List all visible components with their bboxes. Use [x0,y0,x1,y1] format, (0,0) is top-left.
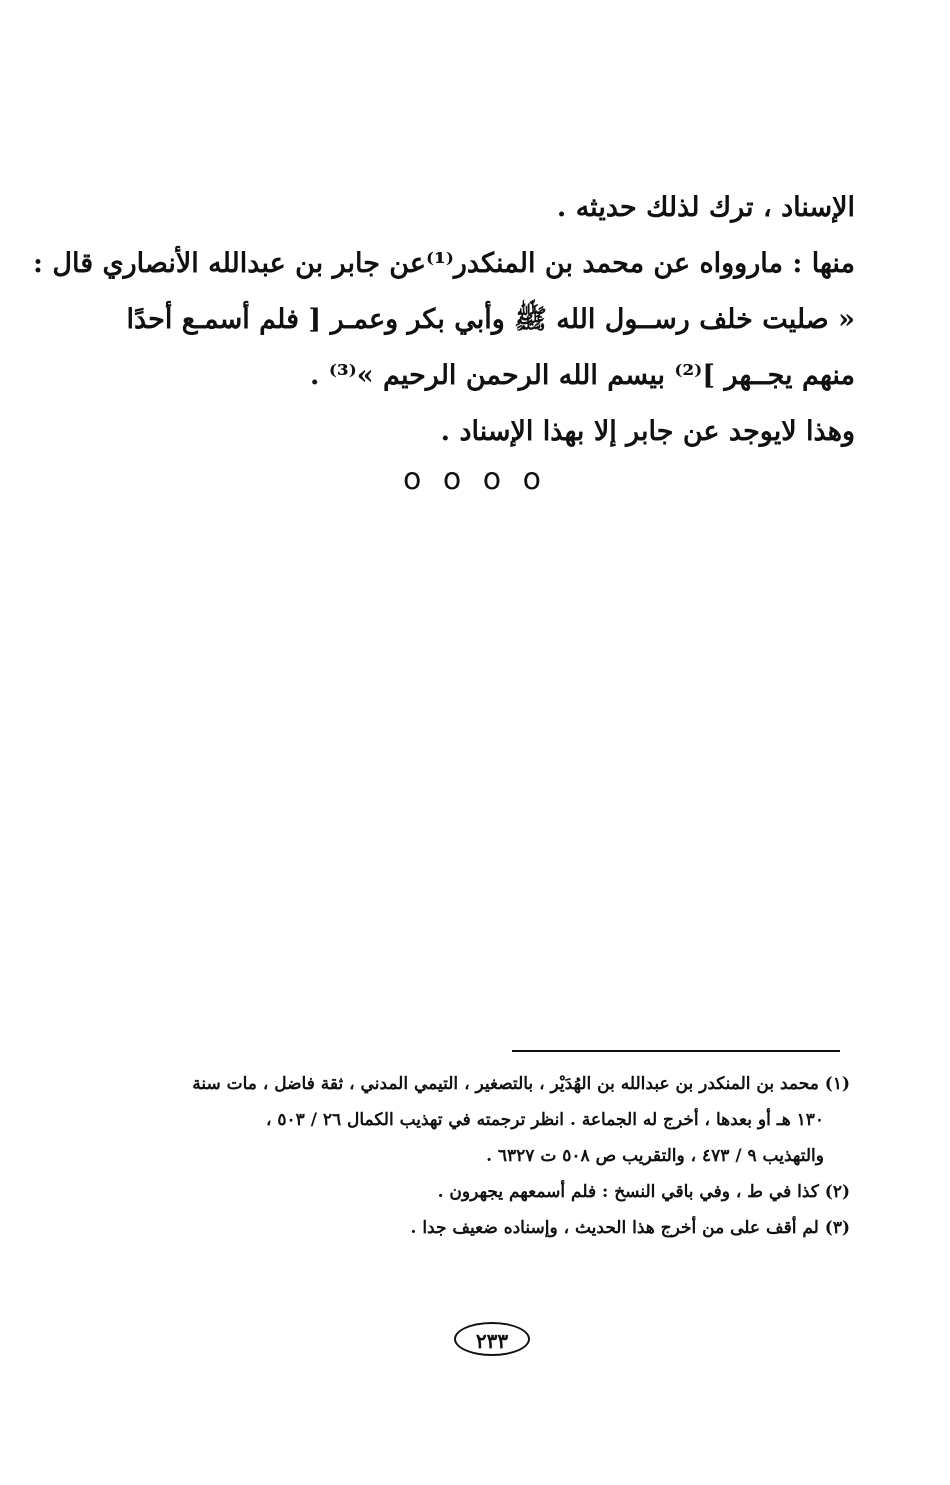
footnote-line: والتهذيب ٩ / ٤٧٣ ، والتقريب ص ٥٠٨ ت ٦٣٢٧ . [486,1146,824,1166]
footnote-line: ١٣٠ هـ أو بعدها ، أخرج له الجماعة . انظر ترجمته في تهذيب الكمال ٢٦ / ٥٠٣ ، [265,1110,824,1130]
main-text-line: « صليت خلف رســول الله ﷺ وأبي بكر وعمـر [ فلم أسمـع أحدًا [126,304,855,335]
main-text-line: منهم يجــهر ]⁽²⁾ بيسم الله الرحمن الرحيم »⁽³⁾ . [310,360,855,391]
page-number: ٢٣٣ [454,1322,530,1356]
footnotes [130,1066,850,1246]
footnote-line: (١) محمد بن المنكدر بن عبدالله بن الهُدَيْر ، بالتصغير ، التيمي المدني ، ثقة فاضل ، مات سنة [192,1074,850,1094]
footnote-divider [512,1050,840,1052]
main-text-line: وهذا لايوجد عن جابر إلا بهذا الإسناد . [440,416,855,447]
main-text [32,180,855,460]
footnote-line: (٣) لم أقف على من أخرج هذا الحديث ، وإسناده ضعيف جدا . [410,1218,850,1238]
main-text-line: الإسناد ، ترك لذلك حديثه . [556,192,855,223]
section-ornament: o o o o [402,462,548,497]
main-text-line: منها : ماروواه عن محمد بن المنكدر⁽¹⁾عن جابر بن عبدالله الأنصاري قال : [32,248,855,279]
footnote-line: (٢) كذا في ط ، وفي باقي النسخ : فلم أسمعهم يجهرون . [437,1182,850,1202]
